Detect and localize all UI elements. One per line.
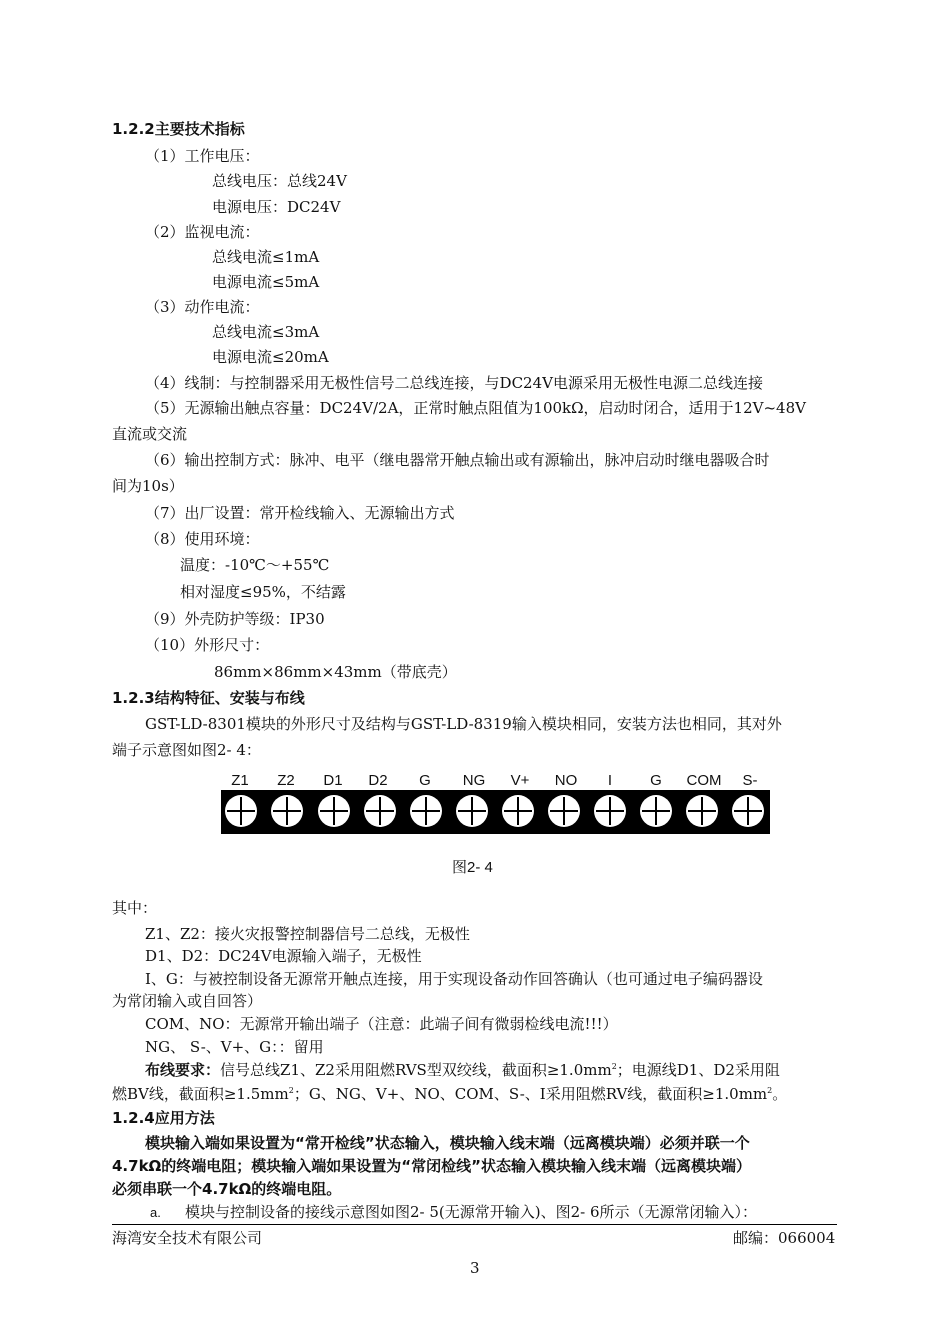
list-marker-a: a. <box>150 1205 161 1220</box>
spec-item-8: （8）使用环境： <box>145 530 260 548</box>
section-heading-124: 1.2.4应用方法 <box>112 1109 215 1127</box>
terminal-label-vplus: V+ <box>510 772 530 789</box>
spec-item-1: （1）工作电压： <box>145 147 260 165</box>
paragraph-line2: 端子示意图如图2- 4： <box>112 741 261 759</box>
page-number: 3 <box>470 1259 480 1277</box>
terminal-label-d1: D1 <box>323 772 343 789</box>
terminal-screw-icon <box>686 795 718 827</box>
terminal-screw-icon <box>271 795 303 827</box>
spec-item-8b: 相对湿度≤95%，不结露 <box>180 583 346 601</box>
spec-item-10a: 86mm×86mm×43mm（带底壳） <box>214 663 457 681</box>
paragraph-line1: GST-LD-8301模块的外形尺寸及结构与GST-LD-8319输入模块相同，安装方法也相同，其对外 <box>145 715 782 733</box>
wiring-text: 燃BV线，截面积≥1.5mm <box>112 1085 289 1103</box>
spec-item-5-line1: （5）无源输出触点容量：DC24V/2A，正常时触点阻值为100kΩ，启动时闭合，适用于12V~48V <box>145 399 806 417</box>
spec-item-6-line1: （6）输出控制方式：脉冲、电平（继电器常开触点输出或有源输出，脉冲启动时继电器吸合时 <box>145 451 770 469</box>
terminal-desc-com: COM、NO：无源常开输出端子（注意：此端子间有微弱检线电流!!!） <box>145 1015 618 1033</box>
bold-paragraph-line3: 必须串联一个4.7kΩ的终端电阻。 <box>112 1180 342 1198</box>
terminal-label-g2: G <box>650 772 662 789</box>
spec-item-5-line2: 直流或交流 <box>112 425 188 443</box>
terminal-screw-icon <box>456 795 488 827</box>
footer-company: 海湾安全技术有限公司 <box>112 1229 263 1247</box>
terminal-label-g: G <box>419 772 431 789</box>
superscript: 2 <box>767 1086 773 1095</box>
terminal-strip <box>221 790 770 834</box>
section-heading-123: 1.2.3结构特征、安装与布线 <box>112 689 305 707</box>
terminal-label-z2: Z2 <box>277 772 295 789</box>
superscript: 2 <box>288 1086 294 1095</box>
wiring-label: 布线要求： <box>145 1061 221 1079</box>
spec-item-2b: 电源电流≤5mA <box>212 273 320 291</box>
terminal-screw-icon <box>225 795 257 827</box>
spec-item-6-line2: 间为10s） <box>112 477 184 495</box>
footer-postcode: 邮编：066004 <box>733 1229 836 1247</box>
terminal-desc-z: Z1、Z2：接火灾报警控制器信号二总线，无极性 <box>145 925 470 943</box>
wiring-text: ；G、NG、V+、NO、COM、S-、I采用阻燃RV线，截面积≥1.0mm <box>293 1085 768 1103</box>
spec-item-3b: 电源电流≤20mA <box>212 348 329 366</box>
list-item-a: 模块与控制设备的接线示意图如图2- 5(无源常开输入)、图2- 6所示（无源常闭输入）： <box>185 1203 758 1221</box>
terminal-screw-icon <box>318 795 350 827</box>
spec-item-1b: 电源电压：DC24V <box>212 198 341 216</box>
wiring-requirements-line2 <box>112 1085 787 1103</box>
spec-item-7: （7）出厂设置：常开检线输入、无源输出方式 <box>145 504 455 522</box>
spec-item-2: （2）监视电流： <box>145 223 260 241</box>
terminal-label-i: I <box>607 772 613 789</box>
terminal-screw-icon <box>594 795 626 827</box>
terminal-label-z1: Z1 <box>231 772 249 789</box>
wiring-text: 。 <box>772 1085 788 1103</box>
terminal-screw-icon <box>732 795 764 827</box>
terminal-label-sminus: S- <box>742 772 758 789</box>
wiring-requirements-line1 <box>145 1061 780 1079</box>
spec-item-3: （3）动作电流： <box>145 298 260 316</box>
terminal-desc-ig-line2: 为常闭输入或自回答） <box>112 992 263 1010</box>
section-heading-122: 1.2.2主要技术指标 <box>112 120 245 138</box>
terminal-screw-icon <box>364 795 396 827</box>
terminal-screw-icon <box>548 795 580 827</box>
wiring-text: ；电源线D1、D2采用阻 <box>616 1061 780 1079</box>
spec-item-4: （4）线制：与控制器采用无极性信号二总线连接，与DC24V电源采用无极性电源二总线连接 <box>145 374 763 392</box>
bold-paragraph-line1: 模块输入端如果设置为“常开检线”状态输入，模块输入线末端（远离模块端）必须并联一个 <box>145 1134 750 1152</box>
where-label: 其中： <box>112 899 158 917</box>
wiring-text: 信号总线Z1、Z2采用阻燃RVS型双绞线，截面积≥1.0mm <box>220 1061 612 1079</box>
superscript: 2 <box>611 1062 617 1071</box>
terminal-label-no: NO <box>554 772 578 789</box>
spec-item-1a: 总线电压：总线24V <box>212 172 347 190</box>
spec-item-2a: 总线电流≤1mA <box>212 248 320 266</box>
terminal-label-ng: NG <box>462 772 486 789</box>
spec-item-8a: 温度：-10℃～+55℃ <box>180 556 330 574</box>
terminal-screw-icon <box>502 795 534 827</box>
terminal-label-com: COM <box>686 772 722 789</box>
spec-item-9: （9）外壳防护等级：IP30 <box>145 610 325 628</box>
terminal-label-d2: D2 <box>368 772 388 789</box>
footer-rule <box>112 1224 837 1225</box>
terminal-screw-icon <box>640 795 672 827</box>
spec-item-3a: 总线电流≤3mA <box>212 323 320 341</box>
terminal-desc-ig-line1: I、G：与被控制设备无源常开触点连接，用于实现设备动作回答确认（也可通过电子编码器设 <box>145 970 763 988</box>
figure-caption: 图2- 4 <box>452 859 493 876</box>
terminal-desc-reserved: NG、 S-、V+、G：：留用 <box>145 1038 324 1056</box>
terminal-desc-d: D1、D2：DC24V电源输入端子，无极性 <box>145 947 422 965</box>
bold-paragraph-line2: 4.7kΩ的终端电阻；模块输入端如果设置为“常闭检线”状态输入模块输入线末端（远离模块端） <box>112 1157 752 1175</box>
terminal-screw-icon <box>410 795 442 827</box>
spec-item-10: （10）外形尺寸： <box>145 636 270 654</box>
